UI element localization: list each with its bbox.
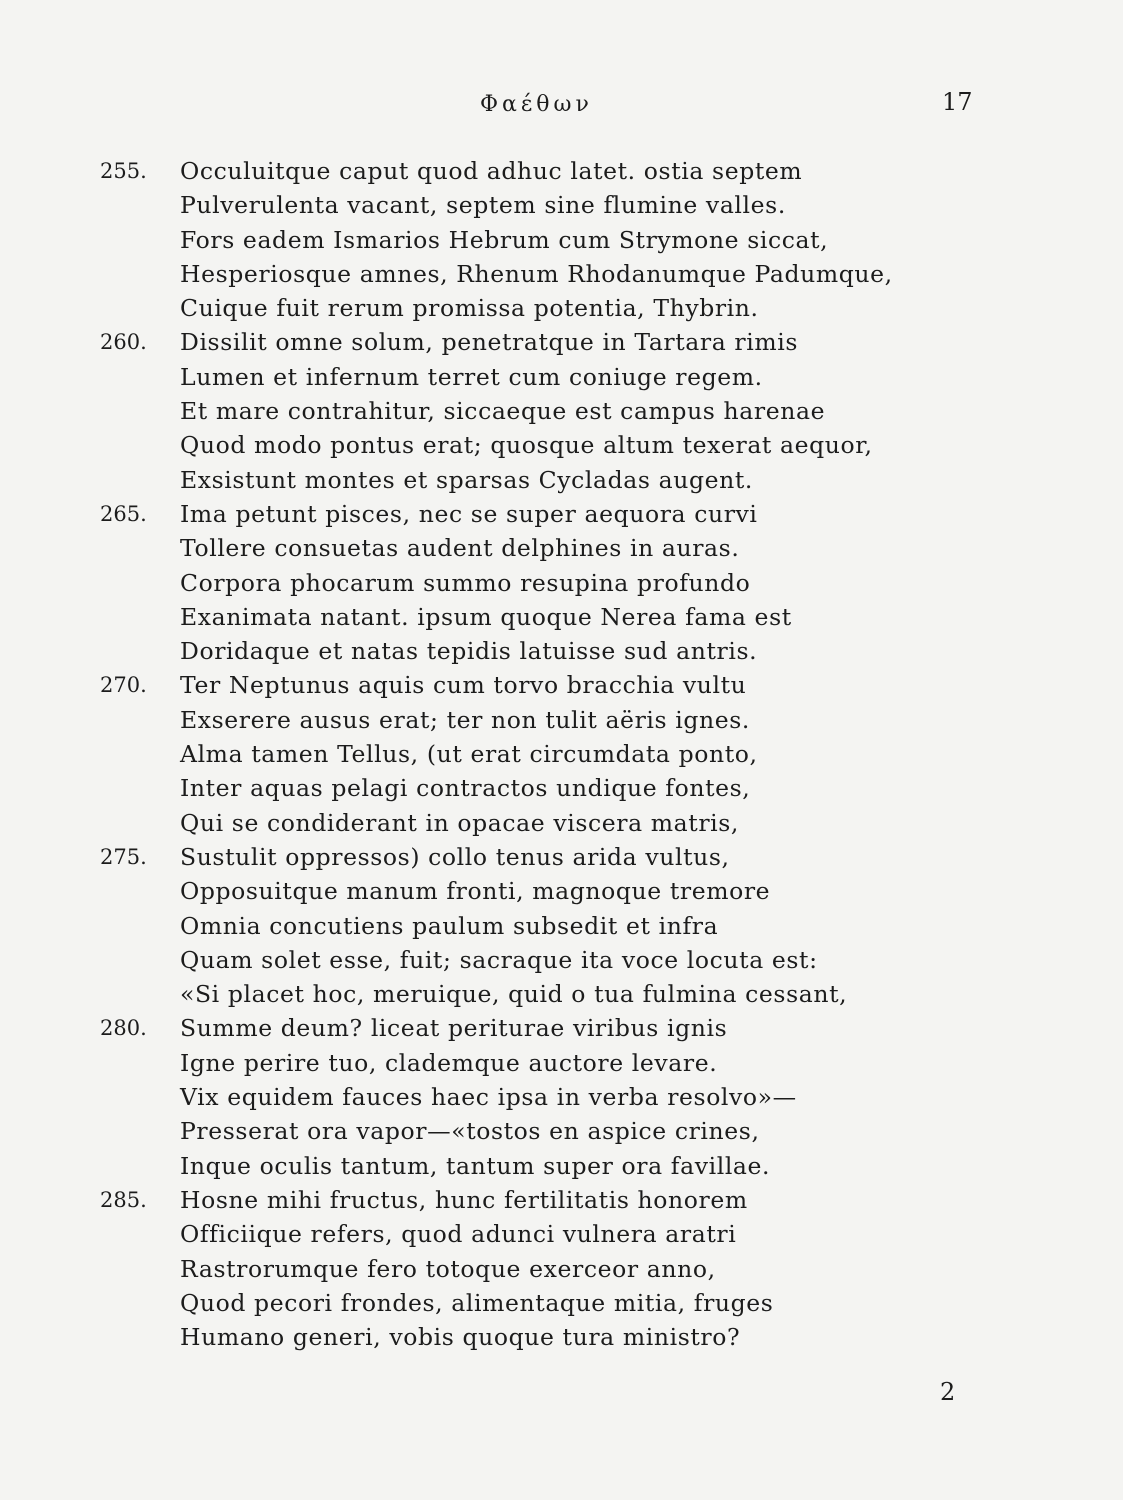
verse-line	[100, 360, 1000, 394]
verse-line	[100, 1046, 1000, 1080]
line-number: 285.	[100, 1187, 147, 1212]
running-title: Φαέθων	[480, 92, 593, 117]
verse-text: Exanimata natant. ipsum quoque Nerea fama est	[180, 602, 792, 631]
verse-text: Corpora phocarum summo resupina profundo	[180, 568, 751, 597]
verse-text: Summe deum? liceat periturae viribus ignis	[180, 1014, 728, 1043]
line-number: 270.	[100, 673, 147, 698]
verse-text: Vix equidem fauces haec ipsa in verba resolvo»—	[180, 1083, 797, 1112]
verse-line	[100, 428, 1000, 462]
verse-line	[100, 1011, 1000, 1045]
verse-line	[100, 1252, 1000, 1286]
verse-text: Ima petunt pisces, nec se super aequora curvi	[180, 499, 758, 528]
verse-line	[100, 1149, 1000, 1183]
verse-text: Quam solet esse, fuit; sacraque ita voce locuta est:	[180, 945, 818, 974]
signature-mark: 2	[940, 1378, 956, 1406]
verse-line	[100, 668, 1000, 702]
verse-text: Hosne mihi fructus, hunc fertilitatis honorem	[180, 1185, 748, 1214]
verse-text: Quod pecori frondes, alimentaque mitia, fruges	[180, 1288, 774, 1317]
verse-text: Lumen et infernum terret cum coniuge regem.	[180, 362, 763, 391]
verse-line	[100, 977, 1000, 1011]
line-number: 265.	[100, 501, 147, 526]
verse-line	[100, 737, 1000, 771]
verse-text: Qui se condiderant in opacae viscera matris,	[180, 808, 739, 837]
verse-text: Omnia concutiens paulum subsedit et infra	[180, 911, 719, 940]
verse-line	[100, 223, 1000, 257]
page-number: 17	[942, 88, 973, 116]
verse-text: Tollere consuetas audent delphines in auras.	[180, 534, 740, 563]
verse-text: Opposuitque manum fronti, magnoque tremore	[180, 877, 771, 906]
verse-line	[100, 497, 1000, 531]
verse-line	[100, 394, 1000, 428]
verse-line	[100, 257, 1000, 291]
verse-text: Cuique fuit rerum promissa potentia, Thybrin.	[180, 294, 759, 323]
verse-text: Exserere ausus erat; ter non tulit aëris ignes.	[180, 705, 750, 734]
verse-text: Rastrorumque fero totoque exerceor anno,	[180, 1254, 716, 1283]
verse-text: Humano generi, vobis quoque tura ministro?	[180, 1323, 741, 1352]
verse-line	[100, 531, 1000, 565]
verse-list	[100, 154, 1000, 1354]
verse-line	[100, 806, 1000, 840]
verse-text: Igne perire tuo, clademque auctore levare.	[180, 1048, 718, 1077]
verse-text: Inque oculis tantum, tantum super ora favillae.	[180, 1151, 771, 1180]
line-number: 255.	[100, 159, 147, 183]
verse-text: Et mare contrahitur, siccaeque est campus harenae	[180, 397, 826, 426]
verse-text: Alma tamen Tellus, (ut erat circumdata ponto,	[180, 740, 758, 769]
verse-text: Inter aquas pelagi contractos undique fontes,	[180, 774, 751, 803]
line-number: 275.	[100, 844, 147, 869]
verse-line	[100, 1286, 1000, 1320]
verse-line	[100, 291, 1000, 325]
verse-text: Hesperiosque amnes, Rhenum Rhodanumque Padumque,	[180, 259, 893, 288]
verse-text: Doridaque et natas tepidis latuisse sud antris.	[180, 637, 758, 666]
verse-line	[100, 1217, 1000, 1251]
verse-line	[100, 154, 1000, 188]
verse-line	[100, 771, 1000, 805]
verse-text: Pulverulenta vacant, septem sine flumine valles.	[180, 191, 786, 220]
verse-line	[100, 463, 1000, 497]
verse-text: Sustulit oppressos) collo tenus arida vultus,	[180, 842, 730, 871]
verse-line	[100, 840, 1000, 874]
verse-line	[100, 325, 1000, 359]
verse-line	[100, 874, 1000, 908]
verse-line	[100, 1114, 1000, 1148]
verse-text: Ter Neptunus aquis cum torvo bracchia vultu	[180, 671, 747, 700]
verse-line	[100, 943, 1000, 977]
verse-text: Occuluitque caput quod adhuc latet. ostia septem	[180, 157, 803, 185]
verse-text: «Si placet hoc, meruique, quid o tua fulmina cessant,	[180, 980, 848, 1009]
verse-text: Exsistunt montes et sparsas Cycladas augent.	[180, 465, 753, 494]
verse-text: Presserat ora vapor—«tostos en aspice crines,	[180, 1117, 760, 1146]
line-number: 260.	[100, 330, 147, 355]
line-number: 280.	[100, 1016, 147, 1041]
verse-text: Officiique refers, quod adunci vulnera aratri	[180, 1220, 737, 1249]
verse-line	[100, 1080, 1000, 1114]
verse-line	[100, 1320, 1000, 1354]
verse-line	[100, 1183, 1000, 1217]
verse-line	[100, 188, 1000, 222]
verse-text: Dissilit omne solum, penetratque in Tartara rimis	[180, 328, 799, 357]
verse-line	[100, 703, 1000, 737]
verse-line	[100, 634, 1000, 668]
verse-text: Quod modo pontus erat; quosque altum texerat aequor,	[180, 431, 873, 460]
verse-line	[100, 909, 1000, 943]
verse-line	[100, 600, 1000, 634]
verse-text: Fors eadem Ismarios Hebrum cum Strymone siccat,	[180, 225, 829, 254]
verse-line	[100, 566, 1000, 600]
